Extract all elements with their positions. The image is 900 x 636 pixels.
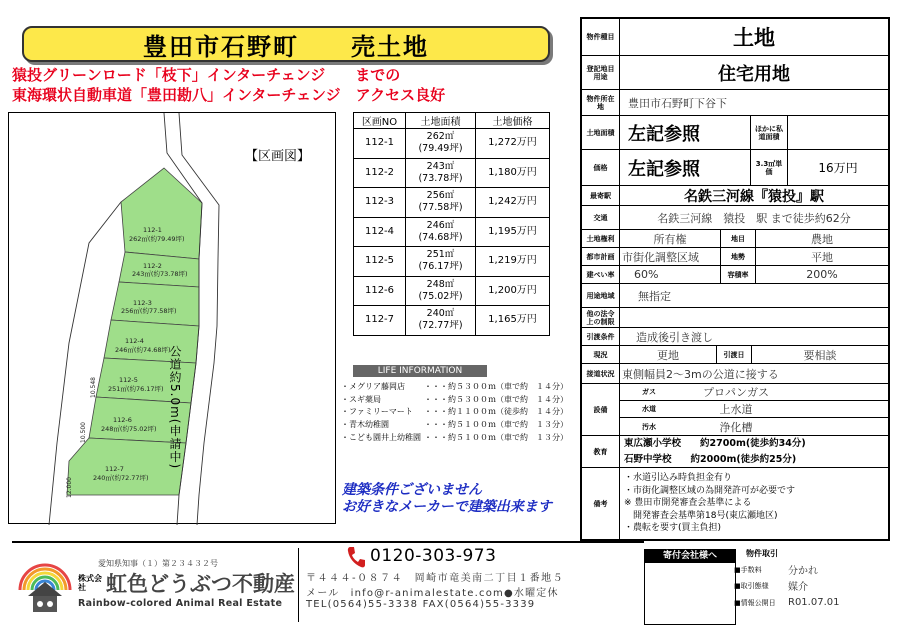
lot-area-sqm: 262㎡ — [426, 131, 455, 143]
facility-distance: ・・・約５３００ｍ（車で約 １４分） — [424, 381, 568, 391]
company-logo — [14, 560, 76, 620]
table-row — [354, 247, 550, 277]
facility-distance: ・・・約５１００ｍ（車で約 １３分） — [424, 419, 568, 429]
note-item: ・市街化調整区域の為開発許可が必要です — [624, 485, 796, 496]
spec-value: 左記参照 — [628, 123, 700, 145]
spec-value: 60% — [634, 268, 659, 281]
transaction-row — [734, 578, 808, 593]
spec-row-equipment — [582, 383, 888, 435]
spec-row-type — [582, 19, 888, 55]
spec-label: 物件所在地 — [582, 90, 620, 115]
spec-value: 上水道 — [719, 403, 753, 416]
spec-value: プロパンガス — [703, 386, 769, 399]
lot-price: 1,195万円 — [476, 217, 550, 247]
lot-area — [406, 188, 476, 218]
note-item: ・農転を要す(買主負担) — [624, 523, 722, 534]
spec-value: 名鉄三河線『猿投』駅 — [684, 188, 824, 205]
spec-value: 平地 — [811, 250, 833, 264]
column-header-price: 土地価格 — [476, 113, 550, 129]
lot-area-tsubo: (77.58坪) — [418, 202, 463, 214]
spec-value: 農地 — [811, 232, 833, 246]
lot-label-112-6-area: 248㎡(約75.02坪) — [101, 425, 157, 433]
dimension-label-1: 10.548 — [90, 377, 97, 398]
spec-value: 浄化槽 — [719, 420, 753, 434]
spec-value: 更地 — [657, 348, 679, 362]
lot-area — [406, 217, 476, 247]
spec-label: 引渡条件 — [582, 328, 620, 345]
list-item — [341, 393, 568, 406]
spec-label: 物件種目 — [582, 19, 620, 55]
page-title: 豊田市石野町 売土地 — [22, 26, 550, 62]
lot-area-tsubo: (76.17坪) — [418, 261, 463, 273]
table-row — [354, 217, 550, 247]
lot-112-3 — [111, 282, 199, 326]
lot-area-tsubo: (73.78坪) — [418, 172, 463, 184]
gas-row — [620, 384, 888, 401]
spec-value: 土地 — [733, 26, 775, 50]
lot-label-112-2-id: 112-2 — [143, 262, 162, 270]
price-table — [353, 112, 550, 336]
facility-name: ・こども園井上幼稚園 — [341, 432, 421, 442]
lot-area — [406, 158, 476, 188]
spec-label: 汚水 — [642, 422, 656, 431]
spec-row-other-law — [582, 307, 888, 327]
spec-value — [628, 308, 878, 327]
spec-label: 現況 — [582, 346, 620, 363]
lot-label-112-3-area: 256㎡(約77.58坪) — [121, 307, 177, 315]
facility-distance: ・・・約５３００ｍ（車で約 １４分） — [424, 394, 568, 404]
lot-area-tsubo: (75.02坪) — [418, 290, 463, 302]
transaction-row — [734, 562, 818, 577]
spec-row-handover — [582, 327, 888, 345]
spec-label: 水道 — [642, 405, 656, 413]
spec-label: ほかに私道面積 — [750, 116, 788, 149]
spec-label: ガス — [642, 388, 656, 396]
license-number: 愛知県知事（１）第２３４３２号 — [98, 559, 218, 568]
transaction-key: ■取引態様 — [734, 581, 769, 590]
lot-no: 112-5 — [354, 247, 406, 277]
spec-value: 200% — [806, 268, 838, 281]
lot-price: 1,200万円 — [476, 276, 550, 306]
lot-no: 112-7 — [354, 306, 406, 336]
lot-area-sqm: 256㎡ — [426, 190, 455, 202]
plot-map — [8, 112, 336, 524]
column-header-no: 区画NO — [354, 113, 406, 129]
spec-label: 都市計画 — [582, 248, 620, 265]
transaction-header: 物件取引 — [746, 549, 778, 558]
spec-value: 左記参照 — [628, 158, 700, 180]
note-item: 開発審査会基準第18号(東広瀬地区) — [624, 510, 778, 521]
lot-label-112-2-area: 243㎡(約73.78坪) — [132, 270, 188, 278]
free-dial-number[interactable]: 0120-303-973 — [370, 546, 497, 566]
spec-row-price — [582, 149, 888, 185]
facility-name: ・メグリア藤岡店 — [341, 381, 405, 391]
lot-area — [406, 129, 476, 159]
lot-price: 1,180万円 — [476, 158, 550, 188]
notes-list — [620, 468, 888, 539]
spec-value — [788, 116, 888, 149]
facility-name: ・スギ薬局 — [341, 394, 381, 404]
transaction-row — [734, 597, 839, 608]
spec-label: 接道状況 — [582, 364, 620, 383]
spec-row-location — [582, 89, 888, 115]
school-list — [620, 436, 888, 467]
water-row — [620, 401, 888, 418]
spec-label: 交通 — [582, 206, 620, 229]
list-item — [341, 380, 568, 393]
lot-area — [406, 306, 476, 336]
lot-price: 1,272万円 — [476, 129, 550, 159]
lot-112-1 — [121, 168, 202, 259]
spec-row-zoning — [582, 55, 888, 89]
spec-label: 地勢 — [720, 248, 756, 265]
spec-row-ratios — [582, 265, 888, 283]
lot-no: 112-4 — [354, 217, 406, 247]
spec-value: 16万円 — [818, 161, 858, 175]
spec-label: 他の法令上の制限 — [582, 308, 620, 327]
lot-label-112-5-area: 251㎡(約76.17坪) — [108, 385, 164, 393]
spec-label: 引渡日 — [716, 346, 752, 363]
table-row — [354, 129, 550, 159]
consignment-box — [644, 549, 736, 625]
spec-label: 登記地目用途 — [582, 56, 620, 89]
lot-area-sqm: 251㎡ — [426, 249, 455, 261]
spec-label: 地目 — [720, 230, 756, 247]
lot-label-112-1-id: 112-1 — [143, 226, 162, 234]
spec-label: 容積率 — [720, 266, 756, 283]
lot-area-tsubo: (79.49坪) — [418, 143, 463, 155]
spec-value: 住宅用地 — [718, 63, 790, 85]
build-condition-note — [342, 482, 552, 516]
facility-distance: ・・・約５１００ｍ（車で約 １３分） — [424, 432, 568, 442]
spec-value: 市街化調整区域 — [622, 250, 699, 264]
table-row — [354, 158, 550, 188]
spec-row-area — [582, 115, 888, 149]
spec-value: 所有権 — [653, 232, 687, 246]
table-row — [354, 188, 550, 218]
life-info-list — [341, 380, 568, 443]
lot-label-112-7-area: 240㎡(約72.77坪) — [93, 474, 149, 482]
transaction-value: 媒介 — [788, 582, 808, 593]
spec-row-current — [582, 345, 888, 363]
spec-value: 東側幅員2～3mの公道に接する — [622, 367, 779, 381]
lot-label-112-1-area: 262㎡(約79.49坪) — [129, 235, 185, 243]
spec-label: 建ぺい率 — [582, 266, 620, 283]
spec-row-transport — [582, 205, 888, 229]
life-info-header: LIFE INFORMATION — [353, 365, 487, 377]
lot-area-tsubo: (72.77坪) — [418, 320, 463, 332]
lot-no: 112-3 — [354, 188, 406, 218]
lot-area — [406, 247, 476, 277]
lot-price: 1,242万円 — [476, 188, 550, 218]
lot-label-112-7-id: 112-7 — [105, 465, 124, 473]
dimension-label-3: 12.000 — [66, 477, 73, 498]
spec-value: 無指定 — [638, 289, 671, 303]
lot-label-112-4-id: 112-4 — [125, 337, 144, 345]
property-spec-sheet — [580, 17, 890, 541]
spec-label: 土地面積 — [582, 116, 620, 149]
company-prefix: 株式会社 — [78, 574, 102, 592]
spec-value: 名鉄三河線 猿投 駅 まで徒歩約62分 — [657, 211, 851, 225]
spec-label: 最寄駅 — [582, 186, 620, 205]
spec-label: 3.3㎡単価 — [750, 150, 788, 185]
spec-label: 設備 — [582, 384, 620, 435]
lot-no: 112-1 — [354, 129, 406, 159]
consignment-header: 寄付会社様へ — [645, 550, 735, 563]
dimension-label-2: 10.500 — [80, 422, 87, 443]
footer-vertical-divider — [298, 548, 299, 622]
footer-divider — [12, 541, 644, 543]
facility-name: ・ファミリーマート — [341, 407, 413, 417]
lot-no: 112-6 — [354, 276, 406, 306]
facility-name: ・青木幼稚園 — [341, 419, 389, 429]
company-tel-fax: TEL(0564)55-3338 FAX(0564)55-3339 — [306, 599, 536, 610]
price-table-header-row — [354, 113, 550, 129]
spec-label: 用途地域 — [582, 284, 620, 307]
company-address: 〒４４４-０８７４ 岡崎市竜美南二丁目１番地５ — [306, 573, 565, 584]
sewer-row — [620, 418, 888, 435]
spec-label: 備考 — [582, 468, 620, 539]
lot-area — [406, 276, 476, 306]
lot-area-sqm: 248㎡ — [426, 278, 455, 290]
spec-value: 要相談 — [803, 348, 837, 362]
transaction-value: R01.07.01 — [788, 597, 840, 608]
table-row — [354, 276, 550, 306]
build-note-line-1: 建築条件ございません — [342, 482, 482, 498]
company-name: 虹色どうぶつ不動産 — [106, 572, 295, 596]
spec-row-school — [582, 435, 888, 467]
note-item: ※ 豊田市開発審査会基準による — [624, 498, 752, 509]
lot-price: 1,165万円 — [476, 306, 550, 336]
spec-value: 造成後引き渡し — [636, 330, 713, 344]
school-elementary: 東広瀬小学校 約2700m(徒歩約34分) — [624, 437, 806, 449]
spec-row-station — [582, 185, 888, 205]
road-width-label: 公道約5.0m(申請中) — [168, 345, 182, 470]
company-name-en: Rainbow-colored Animal Real Estate — [78, 598, 283, 609]
transaction-key: ■手数料 — [734, 565, 762, 574]
rainbow-house-icon — [14, 560, 76, 616]
lot-area-sqm: 240㎡ — [426, 308, 455, 320]
lot-price: 1,219万円 — [476, 247, 550, 277]
list-item — [341, 431, 568, 444]
spec-value: 豊田市石野町下谷下 — [628, 96, 727, 110]
school-junior-high: 石野中学校 約2000m(徒歩約25分) — [624, 453, 797, 465]
access-line-1: 猿投グリーンロード「枝下」インターチェンジ までの — [12, 66, 401, 84]
lot-label-112-5-id: 112-5 — [119, 376, 138, 384]
note-item: ・水道引込み時負担金有り — [624, 473, 733, 484]
map-title: 【区画図】 — [245, 149, 311, 164]
list-item — [341, 418, 568, 431]
lot-no: 112-2 — [354, 158, 406, 188]
spec-row-city-plan — [582, 247, 888, 265]
transaction-value: 分かれ — [788, 566, 818, 577]
facility-distance: ・・・約１１００ｍ（徒歩約 １４分） — [424, 407, 568, 417]
lot-label-112-6-id: 112-6 — [113, 416, 132, 424]
spec-label: 土地権利 — [582, 230, 620, 247]
list-item — [341, 405, 568, 418]
spec-label: 価格 — [582, 150, 620, 185]
column-header-area: 土地面積 — [406, 113, 476, 129]
table-row — [354, 306, 550, 336]
spec-row-notes — [582, 467, 888, 539]
lot-area-sqm: 243㎡ — [426, 160, 455, 172]
spec-label: 教育 — [582, 436, 620, 467]
access-line-2: 東海環状自動車道「豊田勘八」インターチェンジ アクセス良好 — [12, 86, 446, 104]
spec-row-rights — [582, 229, 888, 247]
company-email[interactable]: メール info@r-animalestate.com●水曜定休 — [306, 588, 559, 599]
lot-area-tsubo: (74.68坪) — [418, 231, 463, 243]
lot-label-112-4-area: 246㎡(約74.68坪) — [115, 346, 171, 354]
build-note-line-2: お好きなメーカーで建築出来ます — [342, 499, 552, 515]
spec-row-road — [582, 363, 888, 383]
lot-112-4 — [104, 320, 199, 363]
lot-area-sqm: 246㎡ — [426, 219, 455, 231]
lot-label-112-3-id: 112-3 — [133, 299, 152, 307]
spec-row-use-zone — [582, 283, 888, 307]
transaction-key: ■情報公開日 — [734, 598, 776, 607]
